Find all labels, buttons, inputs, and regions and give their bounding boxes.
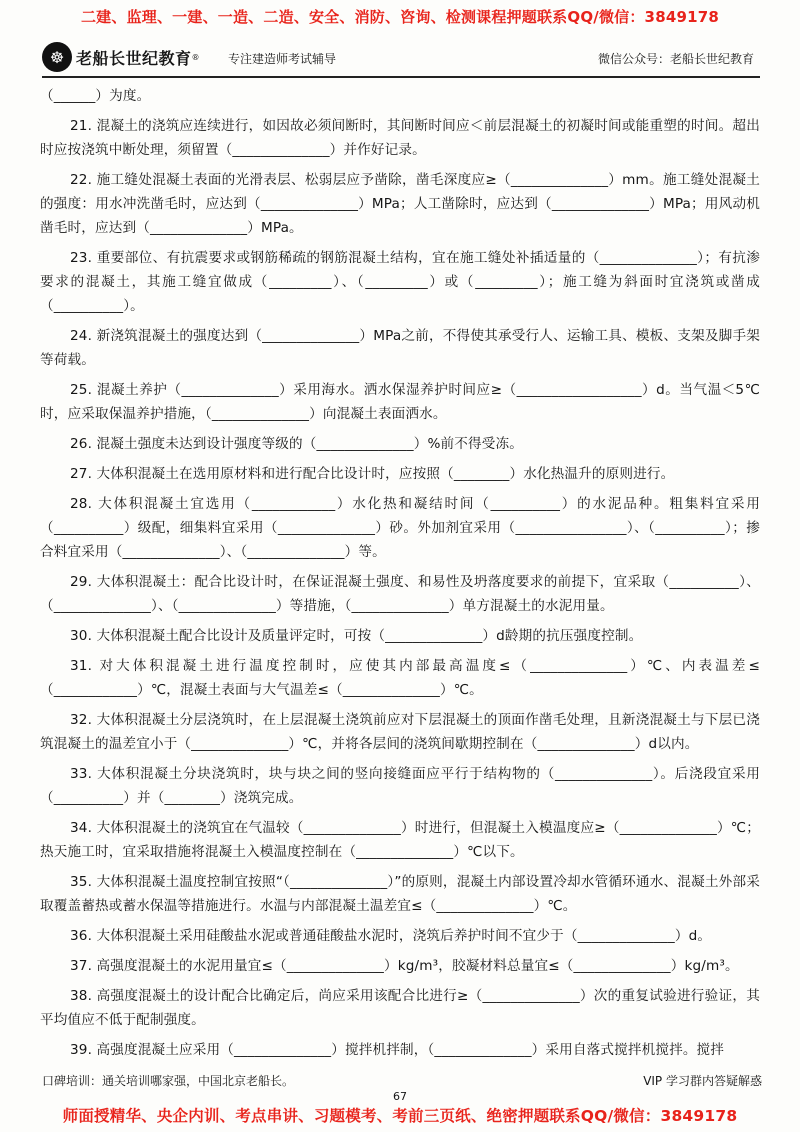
ship-wheel-icon: ☸: [42, 42, 72, 72]
bottom-promo-banner: 师面授精华、央企内训、考点串讲、习题模考、考前三页纸、绝密押题联系QQ/微信：3849178: [62, 1107, 738, 1125]
question-item: 23. 重要部位、有抗震要求或钢筋稀疏的钢筋混凝土结构，宜在施工缝处补插适量的（______________）；有抗渗要求的混凝土，其施工缝宜做成（_________）、（_________）或（_________）；施工缝为斜面时宜浇筑或凿成（__________）。: [40, 250, 760, 314]
question-item: 28. 大体积混凝土宜选用（____________）水化热和凝结时间（__________）的水泥品种。粗集料宜采用（__________）级配，细集料宜采用（______________）砂。外加剂宜采用（________________）、（__________）；掺合料宜采用（______________）、（______________）等。: [40, 496, 760, 560]
page-number: 67: [393, 1090, 407, 1103]
question-item: 32. 大体积混凝土分层浇筑时，在上层混凝土浇筑前应对下层混凝土的顶面作凿毛处理，且新浇混凝土与下层已浇筑混凝土的温差宜小于（______________）℃，并将各层间的浇筑间歇期控制在（______________）d以内。: [40, 712, 760, 752]
logo: [42, 40, 200, 74]
question-item: 21. 混凝土的浇筑应连续进行，如因故必须间断时，其间断时间应＜前层混凝土的初凝时间或能重塑的时间。超出时应按浇筑中断处理，须留置（______________）并作好记录。: [40, 118, 760, 158]
top-promo-banner: 二建、监理、一建、一造、二造、安全、消防、咨询、检测课程押题联系QQ/微信：3849178: [80, 8, 720, 26]
question-item: 33. 大体积混凝土分块浇筑时，块与块之间的竖向接缝面应平行于结构物的（______________）。后浇段宜采用（__________）并（________）浇筑完成。: [40, 766, 760, 806]
question-item: 30. 大体积混凝土配合比设计及质量评定时，可按（______________）d龄期的抗压强度控制。: [70, 628, 643, 644]
question-item: 38. 高强度混凝土的设计配合比确定后，尚应采用该配合比进行≥（______________）次的重复试验进行验证，其平均值应不低于配制强度。: [40, 988, 760, 1028]
footer-vip-note: VIP 学习群内答疑解惑: [643, 1074, 762, 1088]
question-item: 39. 高强度混凝土应采用（______________）搅拌机拌制，（______________）采用自落式搅拌机搅拌。搅拌: [70, 1042, 725, 1058]
header-wechat: 微信公众号：老船长世纪教育: [597, 52, 754, 66]
logo-text: 老船长世纪教育: [76, 48, 192, 68]
question-item: 26. 混凝土强度未达到设计强度等级的（______________）%前不得受冻。: [70, 436, 523, 452]
footer-slogan: 口碑培训：通关培训哪家强，中国北京老船长。: [42, 1074, 295, 1088]
question-item: 34. 大体积混凝土的浇筑宜在气温较（______________）时进行，但混凝土入模温度应≥（______________）℃；热天施工时，宜采取措施将混凝土入模温度控制在（______________）℃以下。: [40, 820, 760, 860]
registered-mark: ®: [191, 52, 200, 62]
document-body: [40, 84, 760, 1068]
header-tagline: 专注建造师考试辅导: [228, 52, 337, 66]
question-item: 22. 施工缝处混凝土表面的光滑表层、松弱层应予凿除，凿毛深度应≥（______________）mm。施工缝处混凝土的强度：用水冲洗凿毛时，应达到（______________）MPa；人工凿除时，应达到（______________）MPa；用风动机凿毛时，应达到（______________）MPa。: [40, 172, 760, 236]
question-item: 27. 大体积混凝土在选用原材料和进行配合比设计时，应按照（________）水化热温升的原则进行。: [70, 466, 675, 482]
question-item: 31. 对大体积混凝土进行温度控制时，应使其内部最高温度≤（______________）℃、内表温差≤（____________）℃，混凝土表面与大气温差≤（______________）℃。: [40, 658, 760, 698]
question-item: 25. 混凝土养护（______________）采用海水。洒水保湿养护时间应≥（__________________）d。当气温＜5℃时，应采取保温养护措施，（______________）向混凝土表面洒水。: [40, 382, 760, 422]
question-item: 24. 新浇筑混凝土的强度达到（______________）MPa之前，不得使其承受行人、运输工具、模板、支架及脚手架等荷载。: [40, 328, 760, 368]
page-header: [42, 40, 760, 78]
question-item: 36. 大体积混凝土采用硅酸盐水泥或普通硅酸盐水泥时，浇筑后养护时间不宜少于（______________）d。: [70, 928, 712, 944]
question-item: 35. 大体积混凝土温度控制宜按照“（______________）”的原则，混凝土内部设置冷却水管循环通水、混凝土外部采取覆盖蓄热或蓄水保温等措施进行。水温与内部混凝土温差宜≤（______________）℃。: [40, 874, 760, 914]
question-item: 37. 高强度混凝土的水泥用量宜≤（______________）kg/m³，胶凝材料总量宜≤（______________）kg/m³。: [70, 958, 739, 974]
question-continuation: （______）为度。: [40, 88, 151, 104]
question-item: 29. 大体积混凝土：配合比设计时，在保证混凝土强度、和易性及坍落度要求的前提下，宜采取（__________）、（______________）、（______________）等措施，（______________）单方混凝土的水泥用量。: [40, 574, 760, 614]
